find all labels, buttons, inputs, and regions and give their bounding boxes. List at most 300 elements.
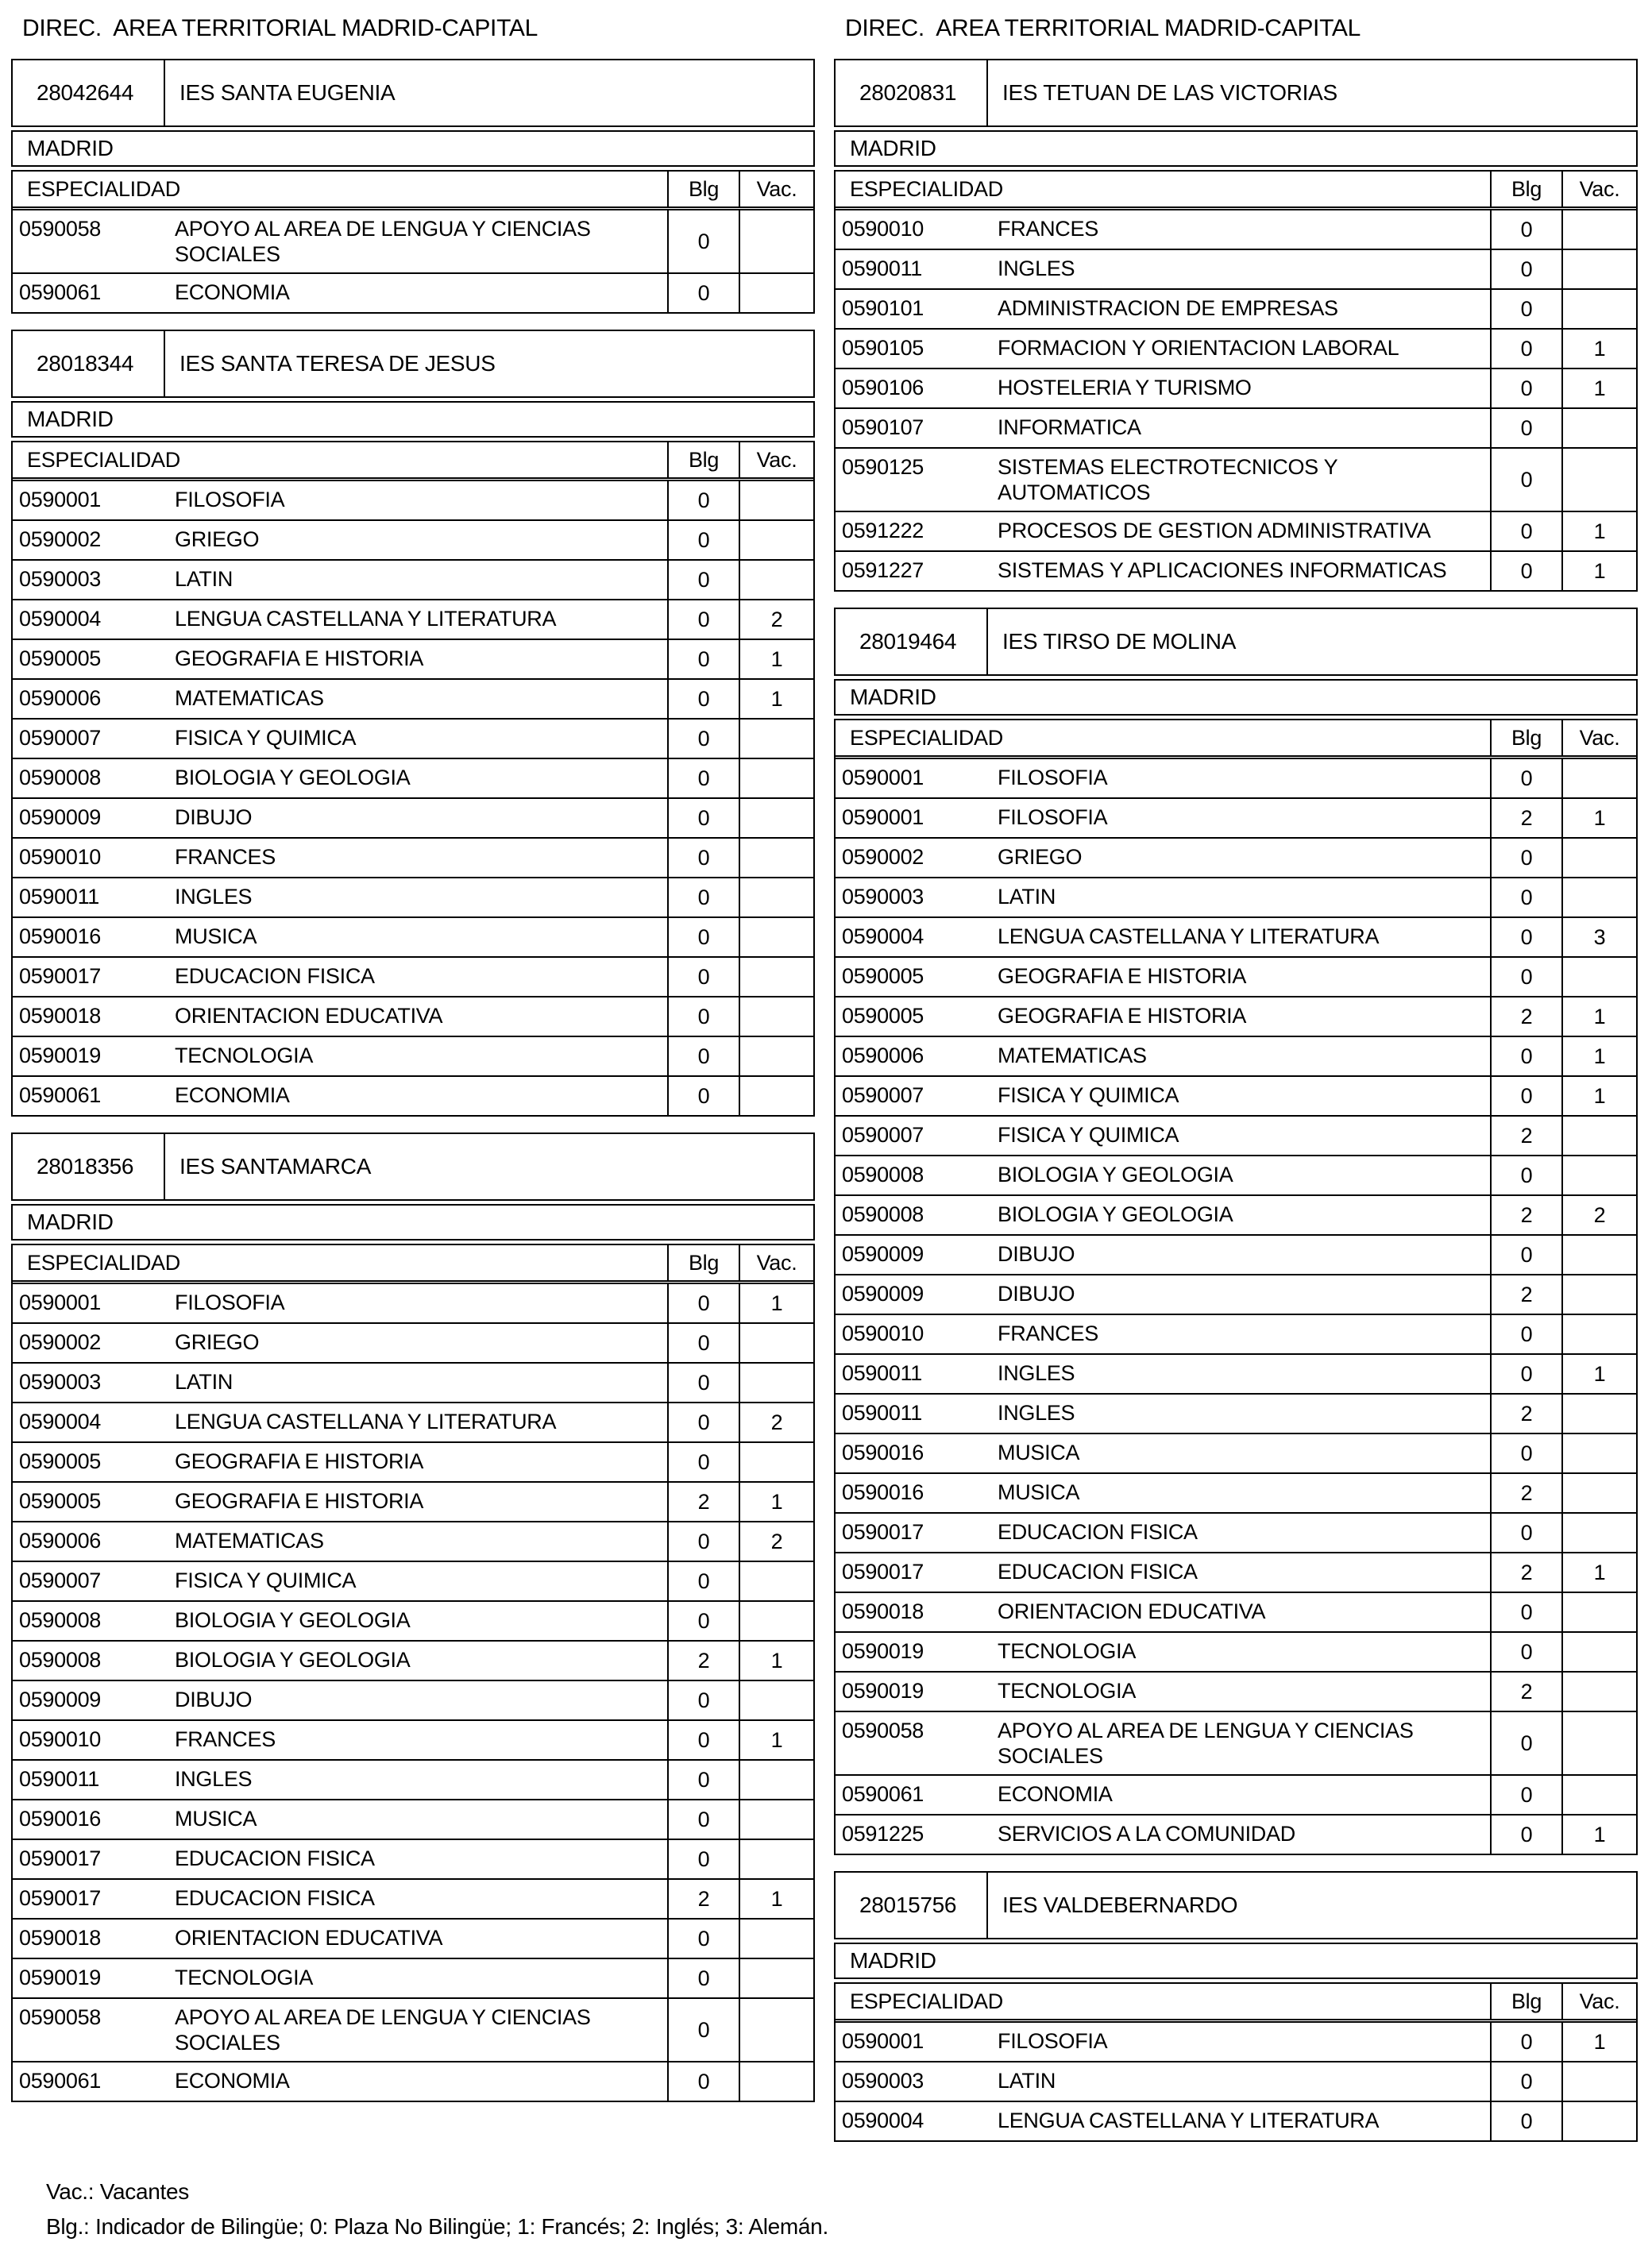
specialty-name: FORMACION Y ORIENTACION LABORAL <box>998 336 1399 360</box>
specialty-cell <box>13 1800 667 1839</box>
blg-value: 0 <box>667 1800 739 1839</box>
specialty-code: 0590017 <box>842 1520 924 1544</box>
specialty-code: 0590011 <box>842 1401 923 1425</box>
specialty-name: GEOGRAFIA E HISTORIA <box>998 964 1247 988</box>
specialty-code: 0590008 <box>19 1608 102 1632</box>
school-block <box>834 1871 1638 2142</box>
blg-value: 0 <box>667 600 739 639</box>
specialty-name: SISTEMAS Y APLICACIONES INFORMATICAS <box>998 558 1447 582</box>
legend-bilingue: Blg.: Indicador de Bilingüe; 0: Plaza No Bilingüe; 1: Francés; 2: Inglés; 3: Alemán. <box>46 2214 828 2239</box>
blg-value: 2 <box>667 1642 739 1680</box>
specialty-name: LENGUA CASTELLANA Y LITERATURA <box>175 1410 557 1433</box>
specialty-name: ORIENTACION EDUCATIVA <box>998 1599 1266 1623</box>
table-row <box>836 210 1636 250</box>
vac-value <box>739 720 813 758</box>
table-row <box>13 759 813 799</box>
school-header <box>11 330 815 398</box>
specialty-name: DIBUJO <box>175 1688 253 1711</box>
specialty-cell <box>836 1553 1490 1592</box>
specialties-table <box>834 719 1638 1855</box>
table-row <box>836 512 1636 552</box>
specialty-cell <box>836 1633 1490 1671</box>
specialty-name: LATIN <box>175 567 234 591</box>
specialties-table-header <box>13 442 813 481</box>
column-header-blg: Blg <box>667 172 739 206</box>
blg-value: 0 <box>1490 1776 1561 1814</box>
specialty-code: 0590107 <box>842 415 924 439</box>
specialty-name: LATIN <box>175 1370 234 1394</box>
specialty-code: 0590017 <box>842 1560 924 1584</box>
school-code-cell: 28018356 <box>13 1134 165 1199</box>
specialty-code: 0590019 <box>19 1966 102 1989</box>
table-row <box>13 1364 813 1403</box>
table-row <box>836 409 1636 449</box>
blg-value: 2 <box>667 1880 739 1918</box>
vac-value <box>1561 1633 1636 1671</box>
specialties-rows <box>13 481 813 1115</box>
specialty-code: 0591222 <box>842 519 924 542</box>
specialty-code: 0590005 <box>842 1004 924 1028</box>
vac-value: 1 <box>739 1721 813 1759</box>
specialty-name: MATEMATICAS <box>175 686 324 710</box>
school-code-cell: 28019464 <box>836 609 988 674</box>
blg-value: 0 <box>1490 1712 1561 1774</box>
column-header-especialidad: ESPECIALIDAD <box>27 1250 180 1275</box>
blg-value: 0 <box>667 1284 739 1322</box>
blg-value: 0 <box>1490 1434 1561 1472</box>
specialty-code: 0590008 <box>842 1163 924 1187</box>
table-row <box>13 1284 813 1324</box>
blg-value: 0 <box>667 1761 739 1799</box>
table-row <box>836 369 1636 409</box>
column-header-vac: Vac. <box>1561 720 1636 755</box>
school-code-cell: 28042644 <box>13 60 165 125</box>
specialties-table <box>834 1982 1638 2142</box>
specialty-cell <box>836 1593 1490 1631</box>
vac-value <box>739 997 813 1036</box>
school-name-cell: IES TETUAN DE LAS VICTORIAS <box>1002 80 1337 105</box>
specialty-cell <box>13 600 667 639</box>
blg-value: 0 <box>667 1721 739 1759</box>
blg-value: 0 <box>667 839 739 877</box>
vac-value: 1 <box>1561 997 1636 1036</box>
blg-value: 0 <box>667 210 739 272</box>
specialty-cell <box>836 1815 1490 1854</box>
vac-value: 1 <box>1561 1553 1636 1592</box>
table-row <box>836 290 1636 330</box>
specialty-code: 0590011 <box>842 257 923 280</box>
vac-value <box>739 1840 813 1878</box>
specialty-code: 0590004 <box>842 924 924 948</box>
vac-value <box>739 1602 813 1640</box>
specialty-code: 0590001 <box>842 805 924 829</box>
specialties-rows <box>836 210 1636 590</box>
specialty-cell <box>836 409 1490 447</box>
specialty-cell <box>836 369 1490 407</box>
specialty-code: 0590019 <box>19 1044 102 1067</box>
specialty-name: GRIEGO <box>175 527 260 551</box>
table-row <box>13 839 813 878</box>
blg-value: 0 <box>667 1562 739 1600</box>
specialty-name: GRIEGO <box>998 845 1083 869</box>
blg-value: 0 <box>1490 1077 1561 1115</box>
table-row <box>13 918 813 958</box>
specialty-cell <box>13 1959 667 1997</box>
table-row <box>13 1840 813 1880</box>
school-block <box>834 59 1638 592</box>
specialty-name: EDUCACION FISICA <box>998 1520 1198 1544</box>
vac-value <box>1561 759 1636 797</box>
specialty-name: TECNOLOGIA <box>998 1679 1137 1703</box>
specialty-name: APOYO AL AREA DE LENGUA Y CIENCIAS SOCIALES <box>998 1719 1414 1768</box>
vac-value: 1 <box>739 1880 813 1918</box>
blg-value: 0 <box>1490 759 1561 797</box>
blg-value: 0 <box>667 918 739 956</box>
specialty-cell <box>13 521 667 559</box>
specialty-cell <box>836 759 1490 797</box>
table-row <box>836 918 1636 958</box>
specialties-table <box>11 1244 815 2102</box>
blg-value: 0 <box>667 1324 739 1362</box>
city-row: MADRID <box>11 1204 815 1241</box>
school-block <box>834 608 1638 1855</box>
vac-value <box>739 1920 813 1958</box>
specialty-code: 0590061 <box>19 1083 102 1107</box>
specialties-rows <box>13 1284 813 2101</box>
specialty-name: APOYO AL AREA DE LENGUA Y CIENCIAS SOCIALES <box>175 217 591 266</box>
specialty-code: 0590004 <box>19 607 102 631</box>
specialty-code: 0590106 <box>842 376 924 399</box>
blg-value: 0 <box>1490 449 1561 511</box>
specialty-cell <box>836 2023 1490 2061</box>
school-name-cell: IES SANTA EUGENIA <box>179 80 396 105</box>
column-header-blg: Blg <box>1490 720 1561 755</box>
specialty-code: 0590003 <box>19 1370 102 1394</box>
specialty-cell <box>836 1275 1490 1314</box>
specialty-code: 0590061 <box>19 280 102 304</box>
blg-value: 0 <box>667 759 739 797</box>
vac-value: 1 <box>1561 1355 1636 1393</box>
specialty-cell <box>13 1364 667 1402</box>
table-row <box>836 839 1636 878</box>
specialty-code: 0590011 <box>19 885 100 909</box>
column-header-blg: Blg <box>1490 172 1561 206</box>
blg-value: 0 <box>667 1037 739 1075</box>
specialties-rows <box>13 210 813 312</box>
specialty-cell <box>836 1117 1490 1155</box>
specialty-code: 0590019 <box>842 1639 924 1663</box>
legend-footer <box>46 2174 828 2244</box>
specialty-cell <box>13 1642 667 1680</box>
specialty-code: 0590018 <box>19 1004 102 1028</box>
table-row <box>836 1355 1636 1395</box>
specialty-code: 0590002 <box>19 1330 102 1354</box>
specialty-name: BIOLOGIA Y GEOLOGIA <box>998 1163 1233 1187</box>
blg-value: 0 <box>1490 2062 1561 2101</box>
specialty-cell <box>836 449 1490 511</box>
table-row <box>836 1077 1636 1117</box>
blg-value: 0 <box>1490 1236 1561 1274</box>
specialty-code: 0590005 <box>19 1449 102 1473</box>
specialty-name: GEOGRAFIA E HISTORIA <box>175 1489 424 1513</box>
specialty-cell <box>836 1474 1490 1512</box>
specialties-table <box>834 170 1638 592</box>
specialty-name: FISICA Y QUIMICA <box>998 1123 1179 1147</box>
specialty-code: 0590005 <box>19 1489 102 1513</box>
school-name-cell: IES SANTAMARCA <box>179 1154 372 1179</box>
vac-value <box>739 1681 813 1719</box>
school-name-cell: IES VALDEBERNARDO <box>1002 1893 1238 1917</box>
specialty-code: 0590010 <box>19 845 102 869</box>
table-row <box>13 521 813 561</box>
vac-value <box>1561 1275 1636 1314</box>
vac-value: 2 <box>1561 1196 1636 1234</box>
specialty-name: TECNOLOGIA <box>175 1966 314 1989</box>
blg-value: 0 <box>667 274 739 312</box>
table-row <box>836 449 1636 512</box>
blg-value: 0 <box>667 1959 739 1997</box>
specialty-name: ECONOMIA <box>175 2069 290 2093</box>
specialty-code: 0590006 <box>842 1044 924 1067</box>
specialties-rows <box>836 759 1636 1854</box>
blg-value: 2 <box>1490 1275 1561 1314</box>
specialty-cell <box>13 1403 667 1441</box>
blg-value: 0 <box>667 799 739 837</box>
specialty-code: 0590001 <box>19 1291 102 1314</box>
specialty-cell <box>13 2062 667 2101</box>
table-row <box>836 997 1636 1037</box>
specialty-cell <box>13 1483 667 1521</box>
specialty-name: ECONOMIA <box>998 1782 1113 1806</box>
specialty-code: 0590006 <box>19 686 102 710</box>
blg-value: 2 <box>1490 997 1561 1036</box>
table-row <box>836 330 1636 369</box>
specialties-table-header <box>836 172 1636 210</box>
table-row <box>836 799 1636 839</box>
table-row <box>13 561 813 600</box>
specialty-cell <box>836 799 1490 837</box>
blg-value: 0 <box>1490 369 1561 407</box>
table-row <box>13 680 813 720</box>
legend-vacantes: Vac.: Vacantes <box>46 2179 189 2204</box>
specialty-code: 0591227 <box>842 558 924 582</box>
specialty-code: 0590101 <box>842 296 924 320</box>
table-row <box>836 1037 1636 1077</box>
blg-value: 0 <box>667 680 739 718</box>
vac-value: 1 <box>1561 512 1636 550</box>
blg-value: 0 <box>1490 2023 1561 2061</box>
city-row: MADRID <box>834 130 1638 167</box>
column-header-especialidad: ESPECIALIDAD <box>850 1989 1003 2013</box>
specialty-code: 0590005 <box>19 646 102 670</box>
specialty-code: 0590004 <box>842 2109 924 2132</box>
specialty-cell <box>836 330 1490 368</box>
vac-value <box>739 1077 813 1115</box>
blg-value: 0 <box>1490 1514 1561 1552</box>
specialty-name: INGLES <box>998 1361 1075 1385</box>
blg-value: 0 <box>667 1602 739 1640</box>
specialty-code: 0590105 <box>842 336 924 360</box>
table-row <box>13 1037 813 1077</box>
specialty-cell <box>13 1999 667 2061</box>
specialty-name: INFORMATICA <box>998 415 1141 439</box>
specialty-name: LENGUA CASTELLANA Y LITERATURA <box>175 607 557 631</box>
specialty-code: 0590009 <box>842 1242 924 1266</box>
vac-value <box>1561 210 1636 249</box>
specialty-cell <box>13 1324 667 1362</box>
vac-value <box>1561 1236 1636 1274</box>
blg-value: 2 <box>1490 1395 1561 1433</box>
specialties-table-header <box>13 172 813 210</box>
specialty-code: 0590007 <box>842 1083 924 1107</box>
table-row <box>836 1633 1636 1673</box>
specialty-name: DIBUJO <box>175 805 253 829</box>
school-block <box>11 59 815 314</box>
specialty-cell <box>836 1196 1490 1234</box>
blg-value: 0 <box>667 1443 739 1481</box>
blg-value: 0 <box>667 1403 739 1441</box>
vac-value <box>1561 1117 1636 1155</box>
specialty-name: BIOLOGIA Y GEOLOGIA <box>998 1202 1233 1226</box>
column-header-especialidad: ESPECIALIDAD <box>27 447 180 472</box>
specialty-code: 0590019 <box>842 1679 924 1703</box>
specialty-code: 0590008 <box>19 766 102 789</box>
table-row <box>13 1602 813 1642</box>
vac-value: 1 <box>1561 369 1636 407</box>
specialty-cell <box>13 958 667 996</box>
specialty-code: 0590001 <box>842 766 924 789</box>
specialty-code: 0590011 <box>19 1767 100 1791</box>
blg-value: 0 <box>667 640 739 678</box>
specialty-cell <box>836 1236 1490 1274</box>
school-code-cell: 28020831 <box>836 60 988 125</box>
specialty-cell <box>13 561 667 599</box>
specialty-cell <box>836 1434 1490 1472</box>
blg-value: 0 <box>667 481 739 519</box>
specialty-name: EDUCACION FISICA <box>175 1846 375 1870</box>
specialty-code: 0590003 <box>19 567 102 591</box>
specialty-code: 0590058 <box>19 217 102 241</box>
specialty-name: TECNOLOGIA <box>998 1639 1137 1663</box>
blg-value: 2 <box>1490 1553 1561 1592</box>
specialty-cell <box>13 1880 667 1918</box>
specialty-name: LATIN <box>998 885 1056 909</box>
city-row: MADRID <box>834 1943 1638 1979</box>
specialty-name: INGLES <box>175 1767 253 1791</box>
vac-value <box>1561 1673 1636 1711</box>
specialty-name: FISICA Y QUIMICA <box>998 1083 1179 1107</box>
specialty-code: 0590005 <box>842 964 924 988</box>
vac-value <box>1561 409 1636 447</box>
vac-value <box>1561 1593 1636 1631</box>
vac-value <box>1561 2102 1636 2140</box>
blg-value: 2 <box>1490 799 1561 837</box>
blg-value: 0 <box>667 1999 739 2061</box>
specialty-code: 0590008 <box>19 1648 102 1672</box>
specialties-table <box>11 441 815 1117</box>
table-row <box>836 759 1636 799</box>
specialty-code: 0590003 <box>842 885 924 909</box>
blg-value: 0 <box>667 2062 739 2101</box>
specialty-cell <box>836 1077 1490 1115</box>
specialty-cell <box>836 1712 1490 1774</box>
blg-value: 0 <box>1490 878 1561 916</box>
specialty-name: FRANCES <box>998 217 1098 241</box>
table-row <box>836 1776 1636 1815</box>
school-code-cell: 28015756 <box>836 1873 988 1938</box>
table-row <box>13 1483 813 1522</box>
table-row <box>13 1443 813 1483</box>
column-header-especialidad: ESPECIALIDAD <box>850 725 1003 750</box>
table-row <box>13 1721 813 1761</box>
column-header-vac: Vac. <box>739 442 813 477</box>
specialty-cell <box>13 481 667 519</box>
blg-value: 0 <box>667 561 739 599</box>
left-column <box>11 11 815 2102</box>
blg-value: 0 <box>667 1522 739 1561</box>
specialty-name: FRANCES <box>998 1322 1098 1345</box>
vac-value <box>739 521 813 559</box>
specialties-rows <box>836 2023 1636 2140</box>
vac-value: 1 <box>739 640 813 678</box>
specialty-cell <box>836 1037 1490 1075</box>
school-block <box>11 330 815 1117</box>
specialty-name: FILOSOFIA <box>175 1291 285 1314</box>
table-row <box>13 997 813 1037</box>
specialty-code: 0591225 <box>842 1822 924 1846</box>
specialty-code: 0590010 <box>842 1322 924 1345</box>
specialty-name: INGLES <box>998 257 1075 280</box>
school-name-cell: IES TIRSO DE MOLINA <box>1002 629 1237 654</box>
specialty-code: 0590004 <box>19 1410 102 1433</box>
specialty-cell <box>13 1037 667 1075</box>
vac-value: 1 <box>1561 330 1636 368</box>
blg-value: 2 <box>1490 1117 1561 1155</box>
specialty-name: FISICA Y QUIMICA <box>175 1569 357 1592</box>
column-header-vac: Vac. <box>1561 172 1636 206</box>
blg-value: 0 <box>1490 1156 1561 1194</box>
specialty-code: 0590001 <box>842 2029 924 2053</box>
specialty-name: MATEMATICAS <box>998 1044 1147 1067</box>
blg-value: 0 <box>667 1077 739 1115</box>
vac-value: 1 <box>739 680 813 718</box>
specialty-code: 0590002 <box>19 527 102 551</box>
vac-value <box>1561 1395 1636 1433</box>
blg-value: 0 <box>1490 1315 1561 1353</box>
blg-value: 0 <box>667 521 739 559</box>
specialty-name: GEOGRAFIA E HISTORIA <box>175 1449 424 1473</box>
specialty-name: BIOLOGIA Y GEOLOGIA <box>175 1608 411 1632</box>
blg-value: 2 <box>1490 1673 1561 1711</box>
vac-value: 2 <box>739 1403 813 1441</box>
specialty-cell <box>13 680 667 718</box>
specialty-code: 0590007 <box>842 1123 924 1147</box>
specialty-cell <box>13 918 667 956</box>
area-header-left: DIREC. AREA TERRITORIAL MADRID-CAPITAL <box>22 15 538 41</box>
specialty-code: 0590017 <box>19 1886 102 1910</box>
specialty-name: GEOGRAFIA E HISTORIA <box>175 646 424 670</box>
specialty-cell <box>836 1395 1490 1433</box>
specialty-cell <box>836 1776 1490 1814</box>
vac-value <box>739 2062 813 2101</box>
specialty-cell <box>836 958 1490 996</box>
specialty-name: SISTEMAS ELECTROTECNICOS Y AUTOMATICOS <box>998 455 1337 504</box>
table-row <box>836 1275 1636 1315</box>
table-row <box>836 1395 1636 1434</box>
specialty-cell <box>13 1443 667 1481</box>
specialty-name: ADMINISTRACION DE EMPRESAS <box>998 296 1338 320</box>
right-column <box>834 11 1638 2142</box>
